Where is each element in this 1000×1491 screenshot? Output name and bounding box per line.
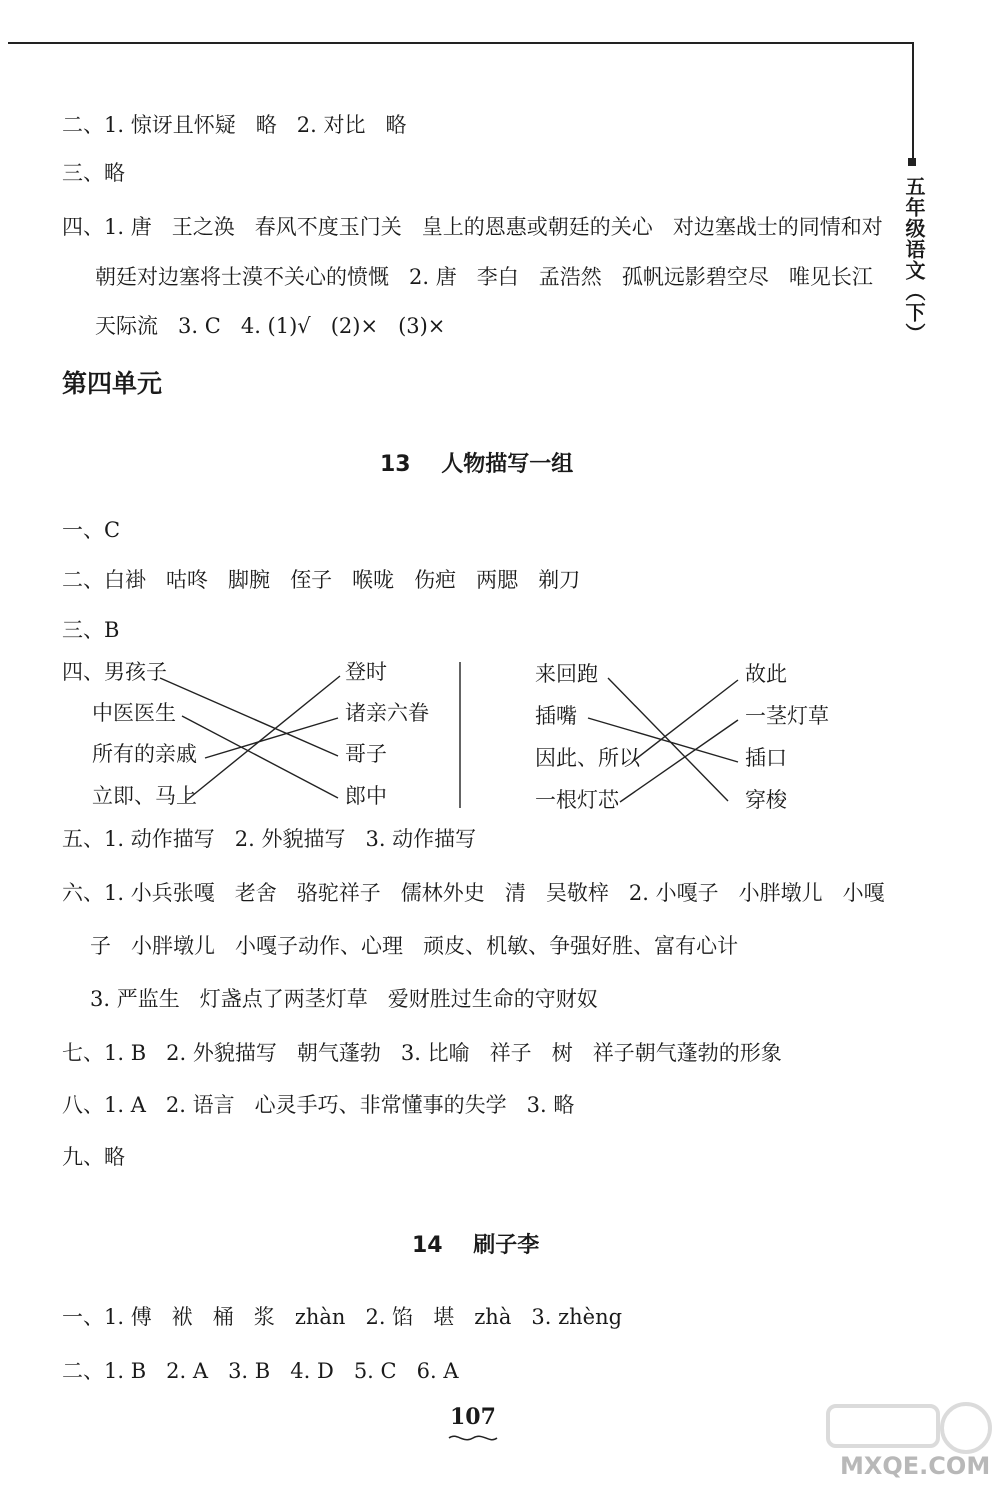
match-word: 登时 (345, 660, 387, 684)
answer-line: 朝廷对边塞将士漠不关心的愤慨 2. 唐 李白 孟浩然 孤帆远影碧空尽 唯见长江 (95, 265, 873, 289)
answer-line: 四、1. 唐 王之涣 春风不度玉门关 皇上的恩惠或朝廷的关心 对边塞战士的同情和对 (62, 215, 883, 239)
unit-title: 第四单元 (62, 369, 163, 398)
match-word: 故此 (745, 662, 787, 686)
answer-line: 3. 严监生 灯盏点了两茎灯草 爱财胜过生命的守财奴 (90, 987, 598, 1011)
answer-line: 二、白褂 咕咚 脚腕 侄子 喉咙 伤疤 两腮 剃刀 (62, 568, 581, 592)
watermark-text: MXQE.COM (840, 1452, 991, 1480)
match-word: 插口 (745, 746, 787, 770)
answer-line: 子 小胖墩儿 小嘎子动作、心理 顽皮、机敏、争强好胜、富有心计 (90, 934, 739, 958)
match-word: 男孩子 (104, 660, 167, 684)
page-ornament-icon (447, 1432, 499, 1444)
answer-line: 二、1. 惊讶且怀疑 略 2. 对比 略 (62, 113, 407, 137)
match-word: 插嘴 (535, 704, 577, 728)
book-title-vertical: 五年级语文（下） (902, 176, 926, 344)
answer-line: 三、略 (62, 161, 125, 185)
answer-line: 天际流 3. C 4. (1)√ (2)× (3)× (95, 314, 446, 338)
match-word: 立即、马上 (92, 784, 197, 808)
match-word: 来回跑 (535, 662, 598, 686)
answer-line: 一、1. 傅 袱 桶 浆 zhàn 2. 馅 堪 zhà 3. zhèng (62, 1305, 623, 1329)
answer-line: 二、1. B 2. A 3. B 4. D 5. C 6. A (62, 1359, 459, 1383)
answer-line: 三、B (62, 618, 120, 642)
lesson-13-title: 13 人物描写一组 (380, 452, 574, 477)
answer-line: 七、1. B 2. 外貌描写 朝气蓬勃 3. 比喻 祥子 树 祥子朝气蓬勃的形象 (62, 1041, 782, 1065)
match-word: 诸亲六眷 (345, 701, 429, 725)
answer-line: 八、1. A 2. 语言 心灵手巧、非常懂事的失学 3. 略 (62, 1093, 575, 1117)
match-line (588, 718, 738, 762)
match-word: 哥子 (345, 742, 387, 766)
match-word: 一根灯芯 (535, 788, 619, 812)
lesson-14-title: 14 刷子李 (412, 1233, 540, 1258)
answer-line: 六、1. 小兵张嘎 老舍 骆驼祥子 儒林外史 清 吴敬梓 2. 小嘎子 小胖墩儿 小嘎 (62, 881, 885, 905)
match-word: 所有的亲戚 (92, 742, 197, 766)
page-number: 107 (450, 1404, 496, 1430)
match-word: 一茎灯草 (745, 704, 829, 728)
match-word: 中医医生 (92, 701, 176, 725)
answer-line: 五、1. 动作描写 2. 外貌描写 3. 动作描写 (62, 827, 477, 851)
answer-line: 九、略 (62, 1145, 125, 1169)
match-line (632, 680, 738, 762)
match-line (187, 676, 340, 800)
match-word: 穿梭 (745, 788, 787, 812)
match-word: 郎中 (345, 784, 387, 808)
question-label: 四、 (62, 660, 104, 684)
answer-line: 一、C (62, 518, 121, 542)
match-word: 因此、所以 (535, 746, 640, 770)
